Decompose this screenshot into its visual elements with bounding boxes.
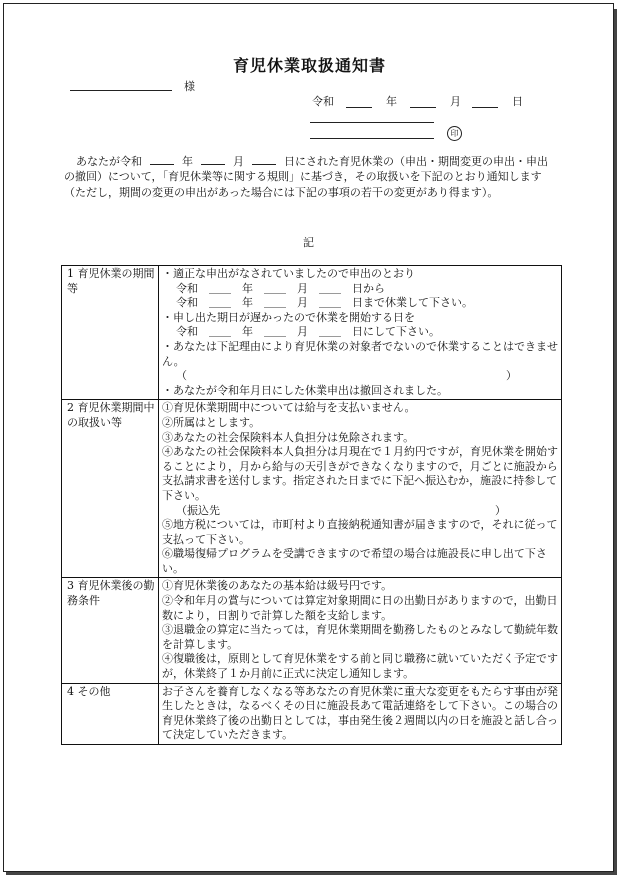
row-line: ①育児休業後のあなたの基本給は級号円です。 bbox=[162, 579, 393, 593]
date-month-blank bbox=[410, 107, 436, 108]
row-line: 令和 ＿＿ 年 ＿＿ 月 ＿＿ 日にして下さい。 bbox=[176, 325, 440, 339]
intro-part-3: 月 bbox=[233, 155, 244, 168]
row-line: 令和 ＿＿ 年 ＿＿ 月 ＿＿ 日まで休業して下さい。 bbox=[176, 296, 473, 310]
date-era: 令和 bbox=[312, 95, 334, 108]
row-head: 3 育児休業後の勤務条件 bbox=[62, 578, 159, 683]
intro-month-blank bbox=[201, 164, 225, 165]
intro-part-4: 日にされた育児休業の（申出・期間変更の申出・申出の撤回）について，「育児休業等に関する規則」に基づき，その取扱いを下記のとおり通知します（ただし，期間の変更の申出があった場合には下記の事項の若干の変更があり得ます）。 bbox=[64, 155, 548, 199]
addressee-name-line bbox=[70, 90, 172, 91]
row-body bbox=[159, 578, 562, 683]
intro-part-1: あなたが令和 bbox=[76, 155, 142, 168]
sender-line-2 bbox=[310, 138, 434, 139]
table-row bbox=[62, 266, 562, 400]
seal-mark-wrap bbox=[447, 126, 462, 141]
row-line: ③退職金の算定に当たっては，育児休業期間を勤務したものとみなして勤続年数を計算します。 bbox=[162, 623, 558, 651]
row-line: ・申し出た期日が遅かったので休業を開始する日を bbox=[162, 310, 415, 324]
row-body bbox=[159, 266, 562, 400]
row-head: 4 その他 bbox=[62, 683, 159, 744]
row-line: （ ） bbox=[176, 369, 517, 383]
ki-heading: 記 bbox=[303, 236, 314, 249]
date-day-label: 日 bbox=[512, 95, 523, 108]
row-line: ・適正な申出がなされていましたので申出のとおり bbox=[162, 267, 415, 280]
row-line: ④あなたの社会保険料本人負担分は月現在で１月約円ですが，育児休業を開始することにより，月から給与の天引きができなくなりますので，月ごとに施設から支払請求書を送付します。指定された日までに下記へ振込むか，施設に持参して下さい。 bbox=[162, 445, 558, 502]
row-head: 1 育児休業の期間等 bbox=[62, 266, 159, 400]
page-shadow-right bbox=[614, 9, 617, 875]
row-line: ①育児休業期間中については給与を支払いません。 bbox=[162, 401, 416, 415]
row-line: ・あなたが令和年月日にした休業申出は撤回されました。 bbox=[162, 383, 448, 397]
row-body bbox=[159, 400, 562, 578]
row-line: ⑤地方税については，市町村より直接納税通知書が届きますので，それに従って支払って下さい。 bbox=[162, 518, 558, 546]
row-body bbox=[159, 683, 562, 744]
row-line: お子さんを養育しなくなる等あなたの育児休業に重大な変更をもたらす事由が発生したときは，なるべくその日に施設長あて電話連絡をして下さい。この場合の育児休業終了後の出勤日としては，事由発生後２週間以内の日を施設と話し合って決定していただきます。 bbox=[162, 684, 558, 742]
table-row bbox=[62, 400, 562, 578]
date-month-label: 月 bbox=[450, 95, 461, 108]
seal-mark: 印 bbox=[447, 126, 462, 141]
row-line: ・あなたは下記理由により育児休業の対象者でないので休業することはできません。 bbox=[162, 339, 558, 368]
row-head: 2 育児休業期間中の取扱い等 bbox=[62, 400, 159, 578]
row-line: （振込先 ） bbox=[176, 503, 506, 517]
date-year-label: 年 bbox=[386, 95, 397, 108]
table-row bbox=[62, 683, 562, 744]
row-line: ②令和年月の賞与については算定対象期間に日の出勤日がありますので，出勤日数により，日割りで計算した額を支給します。 bbox=[162, 594, 558, 622]
intro-day-blank bbox=[252, 164, 276, 165]
page-shadow-bottom bbox=[6, 872, 617, 875]
date-day-blank bbox=[472, 107, 498, 108]
intro-part-2: 年 bbox=[182, 155, 193, 168]
row-line: ②所属はとします。 bbox=[162, 415, 261, 429]
intro-paragraph bbox=[64, 154, 558, 200]
notice-table bbox=[61, 265, 562, 745]
row-line: ③あなたの社会保険料本人負担分は免除されます。 bbox=[162, 430, 415, 444]
table-row bbox=[62, 578, 562, 683]
row-line: 令和 ＿＿ 年 ＿＿ 月 ＿＿ 日から bbox=[176, 281, 385, 295]
row-line: ⑥職場復帰プログラムを受講できますので希望の場合は施設長に申し出て下さい。 bbox=[162, 547, 547, 575]
document-title: 育児休業取扱通知書 bbox=[232, 56, 386, 75]
row-line: ④復職後は，原則として育児休業をする前と同じ職務に就いていただく予定ですが，休業終了１か月前に正式に決定し通知します。 bbox=[162, 652, 558, 681]
addressee-suffix: 様 bbox=[184, 80, 195, 93]
intro-year-blank bbox=[150, 164, 174, 165]
sender-line-1 bbox=[310, 122, 434, 123]
date-year-blank bbox=[346, 107, 372, 108]
